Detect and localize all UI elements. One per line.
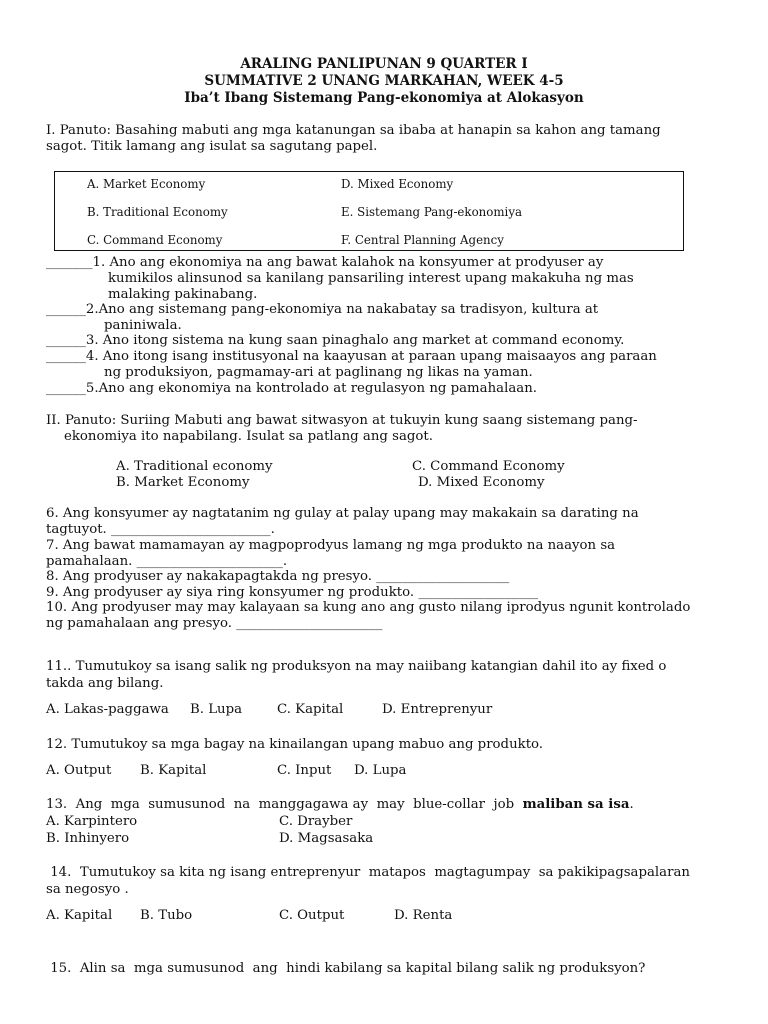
question-14-option-b: B. Tubo [140,908,193,923]
question-12: 12. Tumutukoy sa mga bagay na kinailangan upang mabuo ang produkto. [46,737,544,752]
question-6-line-1: 6. Ang konsyumer ay nagtatanim ng gulay at palay upang may makakain sa darating na [46,506,639,521]
part2-instruction-line-2: ekonomiya ito napabilang. Isulat sa patlang ang sagot. [64,429,433,444]
title-line-2: SUMMATIVE 2 UNANG MARKAHAN, WEEK 4-5 [204,73,564,89]
question-11-option-d: D. Entreprenyur [382,702,493,717]
choice-e: E. Sistemang Pang-ekonomiya [341,205,523,219]
question-12-option-d: D. Lupa [354,763,407,778]
question-2-line-1: ______2.Ano ang sistemang pang-ekonomiya na nakabatay sa tradisyon, kultura at [46,302,599,317]
question-1-line-3: malaking pakinabang. [108,287,258,302]
question-14-line-2: sa negosyo . [46,882,129,897]
question-3: ______3. Ano itong sistema na kung saan pinaghalo ang market at command economy. [46,333,625,348]
title-line-1: ARALING PANLIPUNAN 9 QUARTER I [240,56,528,72]
question-13 [46,797,634,813]
question-12-option-a: A. Output [46,763,112,778]
question-14-line-1: 14. Tumutukoy sa kita ng isang entreprenyur matapos magtagumpay sa pakikipagsapalaran [46,865,690,880]
part2-option-a: A. Traditional economy [116,459,273,474]
question-12-option-c: C. Input [277,763,332,778]
question-13-emphasis: maliban sa isa [522,797,630,812]
choice-b: B. Traditional Economy [87,205,228,219]
question-11-option-b: B. Lupa [190,702,243,717]
question-5: ______5.Ano ang ekonomiya na kontrolado at regulasyon ng pamahalaan. [46,381,537,396]
part1-instruction-line-1: I. Panuto: Basahing mabuti ang mga katanungan sa ibaba at hanapin sa kahon ang tamang [46,123,661,138]
question-2-line-2: paniniwala. [104,318,182,333]
question-13-option-c: C. Drayber [279,814,353,829]
part2-option-c: C. Command Economy [412,459,565,474]
choice-d: D. Mixed Economy [341,177,454,191]
question-13-period: . [629,797,634,812]
part2-option-b: B. Market Economy [116,475,250,490]
question-4-line-2: ng produksiyon, pagmamay-ari at paglinang ng likas na yaman. [104,365,533,380]
question-13-option-d: D. Magsasaka [279,831,374,846]
part2-instruction-line-1: II. Panuto: Suriing Mabuti ang bawat sitwasyon at tukuyin kung saang sistemang pang- [46,413,638,428]
part2-option-d: D. Mixed Economy [418,475,545,490]
question-7-line-1: 7. Ang bawat mamamayan ay magpoprodyus lamang ng mga produkto na naayon sa [46,538,616,553]
question-12-option-b: B. Kapital [140,763,207,778]
question-8: 8. Ang prodyuser ay nakakapagtakda ng presyo. ____________________ [46,569,510,584]
choice-a: A. Market Economy [87,177,206,191]
question-15: 15. Alin sa mga sumusunod ang hindi kabilang sa kapital bilang salik ng produksyon? [46,961,646,976]
question-9: 9. Ang prodyuser ay siya ring konsyumer ng produkto. __________________ [46,585,539,600]
question-14-option-d: D. Renta [394,908,453,923]
question-13-option-a: A. Karpintero [46,814,138,829]
question-4-line-1: ______4. Ano itong isang institusyonal na kaayusan at paraan upang maisaayos ang paraan [46,349,657,364]
question-14-option-a: A. Kapital [46,908,113,923]
question-11-option-c: C. Kapital [277,702,344,717]
title-line-3: Iba’t Ibang Sistemang Pang-ekonomiya at Alokasyon [184,90,584,106]
question-11-line-2: takda ang bilang. [46,676,164,691]
question-13-option-b: B. Inhinyero [46,831,130,846]
question-1-line-2: kumikilos alinsunod sa kanilang pansariling interest upang makakuha ng mas [108,271,634,286]
question-1-line-1: _______1. Ano ang ekonomiya na ang bawat kalahok na konsyumer at prodyuser ay [46,255,604,270]
question-10-line-2: ng pamahalaan ang presyo. ______________________ [46,616,383,631]
question-11-option-a: A. Lakas-paggawa [46,702,169,717]
question-10-line-1: 10. Ang prodyuser may may kalayaan sa kung ano ang gusto nilang iprodyus ngunit kontrolado [46,600,691,615]
question-6-line-2: tagtuyot. ________________________. [46,522,275,537]
part1-instruction-line-2: sagot. Titik lamang ang isulat sa sagutang papel. [46,139,378,154]
choice-f: F. Central Planning Agency [341,233,504,247]
question-13-text: 13. Ang mga sumusunod na manggagawa ay may blue-collar job [46,797,523,812]
question-7-line-2: pamahalaan. ______________________. [46,554,288,569]
question-14-option-c: C. Output [279,908,345,923]
choice-c: C. Command Economy [87,233,223,247]
question-11-line-1: 11.. Tumutukoy sa isang salik ng produksyon na may naiibang katangian dahil ito ay fixed o [46,659,667,674]
choices-box [54,171,684,251]
